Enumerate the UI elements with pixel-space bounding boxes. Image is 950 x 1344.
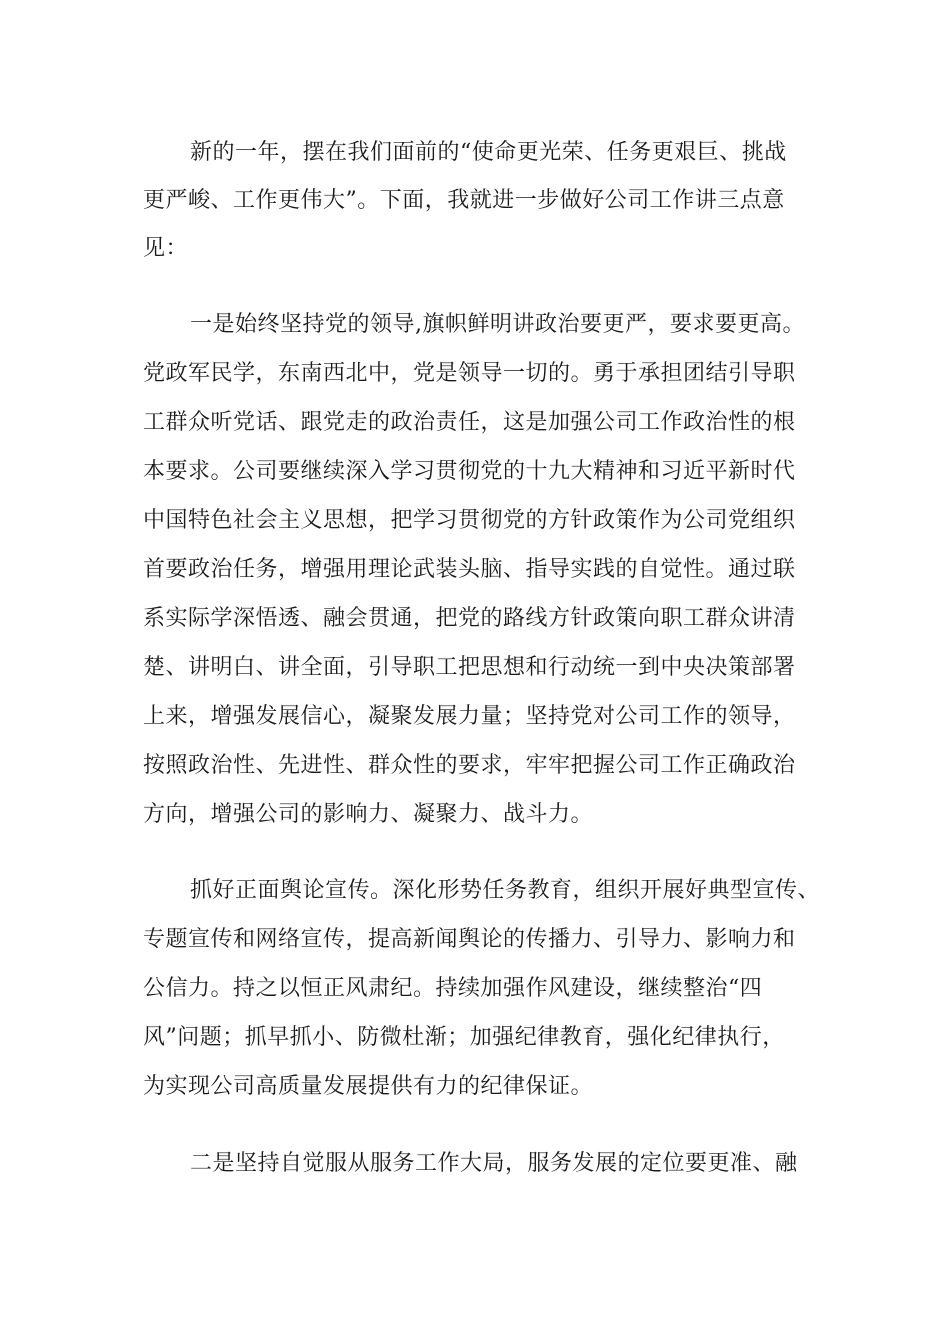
paragraph-2-line-5: 中国特色社会主义思想，把学习贯彻党的方针政策作为公司党组织 bbox=[143, 508, 796, 533]
paragraph-3-line-4: 风”问题；抓早抓小、防微杜渐；加强纪律教育，强化纪律执行， bbox=[143, 1025, 785, 1050]
paragraph-2-line-7: 系实际学深悟透、融会贯通，把党的路线方针政策向职工群众讲清 bbox=[143, 606, 796, 631]
paragraph-2-line-1: 一是始终坚持党的领导,旗帜鲜明讲政治要更严，要求要更高。 bbox=[190, 312, 805, 337]
paragraph-1-line-3: 见： bbox=[143, 236, 189, 261]
paragraph-2-line-10: 按照政治性、先进性、群众性的要求，牢牢把握公司工作正确政治 bbox=[143, 753, 796, 778]
paragraph-2-line-6: 首要政治任务，增强用理论武装头脑、指导实践的自觉性。通过联 bbox=[143, 557, 796, 582]
paragraph-3-line-2: 专题宣传和网络宣传，提高新闻舆论的传播力、引导力、影响力和 bbox=[143, 927, 796, 952]
paragraph-3-line-5: 为实现公司高质量发展提供有力的纪律保证。 bbox=[143, 1074, 594, 1099]
paragraph-2-line-11: 方向，增强公司的影响力、凝聚力、战斗力。 bbox=[143, 802, 594, 827]
paragraph-2-line-3: 工群众听党话、跟党走的政治责任，这是加强公司工作政治性的根 bbox=[143, 410, 796, 435]
paragraph-2-line-8: 楚、讲明白、讲全面，引导职工把思想和行动统一到中央决策部署 bbox=[143, 655, 796, 680]
paragraph-3-line-3: 公信力。持之以恒正风肃纪。持续加强作风建设，继续整治“四 bbox=[143, 976, 763, 1001]
paragraph-1-line-2: 更严峻、工作更伟大”。下面，我就进一步做好公司工作讲三点意 bbox=[143, 188, 785, 213]
paragraph-2-line-9: 上来，增强发展信心，凝聚发展力量；坚持党对公司工作的领导， bbox=[143, 704, 796, 729]
paragraph-2-line-2: 党政军民学，东南西北中，党是领导一切的。勇于承担团结引导职 bbox=[143, 361, 796, 386]
paragraph-1-line-1: 新的一年，摆在我们面前的“使命更光荣、任务更艰巨、挑战 bbox=[190, 140, 787, 165]
paragraph-4-line-1: 二是坚持自觉服从服务工作大局，服务发展的定位要更准、融 bbox=[190, 1151, 798, 1176]
paragraph-3-line-1: 抓好正面舆论宣传。深化形势任务教育，组织开展好典型宣传、 bbox=[190, 878, 821, 903]
paragraph-2-line-4: 本要求。公司要继续深入学习贯彻党的十九大精神和习近平新时代 bbox=[143, 459, 796, 484]
